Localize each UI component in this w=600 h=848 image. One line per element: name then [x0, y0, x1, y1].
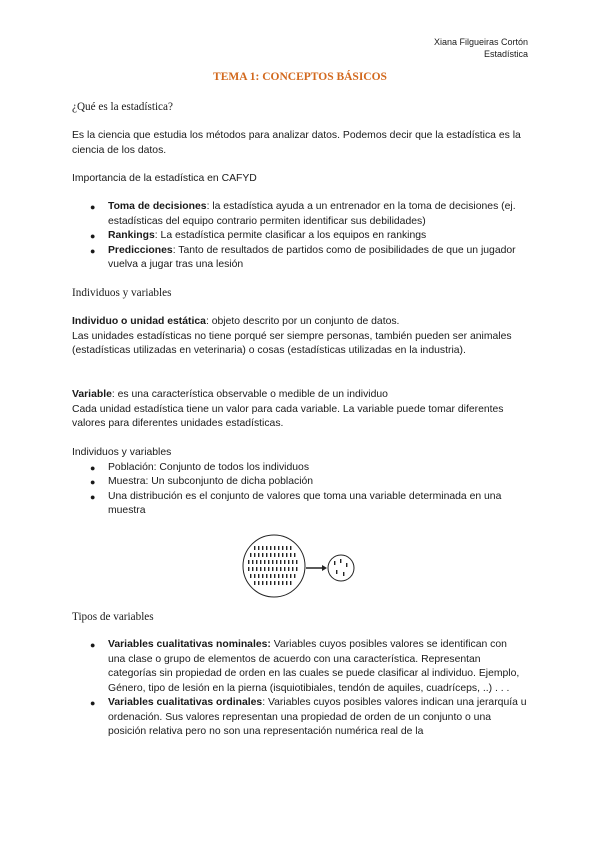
list-item: ● Variables cualitativas nominales: Variables cuyos posibles valores se identifican con una clase o grupo de elementos de acuerdo con una característica. Representan categorías sin propiedad de orden en las cuales se puede clasificar al individuo. Ejemplo, Género, tipo de lesión en la pierna (isquiotibiales, tendón de aquiles, cuadríceps, ..) . . . [72, 638, 527, 696]
list-item: ● Toma de decisiones: la estadística ayuda a un entrenador en la toma de decisiones (ej. estadísticas del equipo contrario permiten identificar sus debilidades) [72, 200, 527, 229]
variable-definition: Variable: es una característica observable o medible de un individuo [72, 389, 388, 400]
list-item: ● Variables cualitativas ordinales: Variables cuyos posibles valores indican una jerarquía u ordenación. Sus valores representan una propiedad de orden de un conjunto o una posición relativa pero no son una representación numérica real de la [72, 696, 527, 740]
list-item: ● Muestra: Un subconjunto de dicha población [72, 475, 527, 490]
sample-circle [328, 555, 354, 581]
list-item: ● Una distribución es el conjunto de valores que toma una variable determinada en una muestra [72, 490, 527, 519]
question-heading: ¿Qué es la estadística? [72, 101, 173, 113]
importance-heading: Importancia de la estadística en CAFYD [72, 173, 257, 184]
page-title: TEMA 1: CONCEPTOS BÁSICOS [213, 71, 387, 83]
importance-list [72, 200, 527, 273]
population-list [72, 461, 527, 519]
individuo-definition: Individuo o unidad estática: objeto descrito por un conjunto de datos. [72, 316, 400, 327]
section-heading-individuos: Individuos y variables [72, 287, 172, 299]
population-circle [243, 535, 305, 597]
page-header [434, 36, 528, 60]
section-heading-tipos: Tipos de variables [72, 611, 154, 623]
variable-paragraph: Cada unidad estadística tiene un valor para cada variable. La variable puede tomar diferentes valores para diferentes unidades estadísticas. [72, 403, 504, 429]
population-sample-diagram [240, 530, 360, 600]
author-name: Xiana Filgueiras Cortón [433, 37, 528, 47]
arrow-head [322, 565, 327, 571]
sample-individuals [334, 559, 347, 576]
list-item: ● Rankings: La estadística permite clasificar a los equipos en rankings [72, 229, 527, 244]
list-item: ● Población: Conjunto de todos los individuos [72, 461, 527, 476]
subject-name: Estadística [483, 49, 528, 59]
variable-types-list [72, 638, 527, 740]
subheading-individuos: Individuos y variables [72, 447, 172, 458]
list-item: ● Predicciones: Tanto de resultados de partidos como de posibilidades de que un jugador vuelva a jugar tras una lesión [72, 244, 527, 273]
population-individuals [248, 546, 297, 585]
intro-paragraph: Es la ciencia que estudia los métodos para analizar datos. Podemos decir que la estadística es la ciencia de los datos. [72, 130, 521, 156]
individuo-paragraph: Las unidades estadísticas no tiene porqué ser siempre personas, también pueden ser animales (estadísticas utilizadas en veterinaria) o cosas (estadísticas utilizadas en la industria). [72, 330, 512, 356]
